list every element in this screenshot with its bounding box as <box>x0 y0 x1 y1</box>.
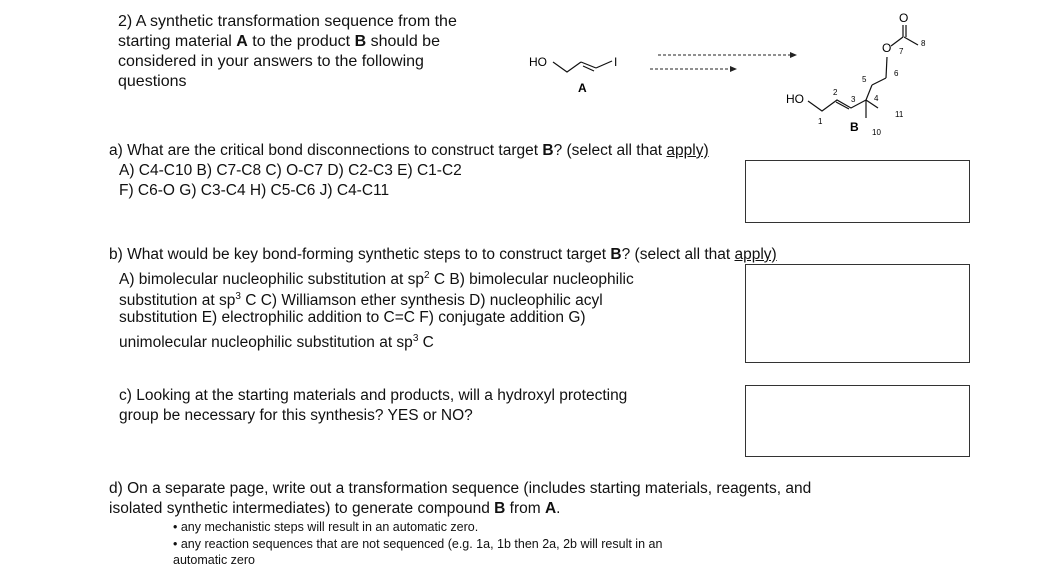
b-carbon-6: 6 <box>894 69 899 78</box>
question-d-start: A <box>544 500 557 517</box>
b-ether-o-label: O <box>882 41 892 55</box>
arrowhead-bottom <box>730 66 737 72</box>
question-b-options-2b: C C) Williamson ether synthesis D) nucleophilic acyl <box>240 292 603 310</box>
question-d-line-2-mid: from <box>505 500 545 517</box>
structure-a <box>529 55 617 95</box>
question-a-prompt-pre: a) What are the critical bond disconnections to construct target <box>109 142 543 159</box>
b-carbon-3: 3 <box>851 95 856 104</box>
question-a-apply: apply) <box>666 142 709 159</box>
b-c8-bond <box>904 37 918 45</box>
b-carbon-4: 4 <box>874 94 879 103</box>
question-b-target: B <box>610 246 622 263</box>
b-carbon-8: 8 <box>921 39 926 48</box>
intro-compound-a: A <box>236 33 248 50</box>
question-b-options-3: substitution E) electrophilic addition to C=C F) conjugate addition G) <box>119 309 586 326</box>
answer-box-a[interactable] <box>745 160 970 223</box>
reaction-scheme <box>0 0 1055 150</box>
question-b-options-1a: A) bimolecular nucleophilic substitution at sp <box>119 271 424 289</box>
b-o-c7-bond <box>891 37 903 46</box>
b-carbon-1: 1 <box>818 117 823 126</box>
question-a-options-2: F) C6-O G) C3-C4 H) C5-C6 J) C4-C11 <box>119 182 390 199</box>
question-b-options-2a: substitution at sp <box>119 292 236 310</box>
b-carbon-10: 10 <box>872 128 881 137</box>
b-c6-o-bond <box>886 57 887 78</box>
b-ho-label: HO <box>786 92 804 106</box>
b-c6-bond <box>872 78 886 85</box>
question-d-line-2-pre: isolated synthetic intermediates) to generate compound <box>109 500 495 517</box>
question-b-options-4b: C <box>418 334 434 352</box>
question-b-options-2-sup: 3 <box>235 291 241 302</box>
question-b-options-1-sup: 2 <box>424 270 430 281</box>
question-d-bullet-2: • any reaction sequences that are not sequenced (e.g. 1a, 1b then 2a, 2b will result in an <box>173 537 663 551</box>
a-chain-bond <box>553 62 581 72</box>
intro-line-3: considered in your answers to the following <box>118 53 424 70</box>
structure-b <box>786 11 926 137</box>
question-b-options-4-sup: 3 <box>412 333 419 344</box>
question-a-options-1: A) C4-C10 B) C7-C8 C) O-C7 D) C2-C3 E) C1-C2 <box>119 162 462 179</box>
b-compound-label: B <box>850 120 859 134</box>
a-vinyl-bond <box>596 61 612 68</box>
intro-line-2-post: should be <box>366 33 440 50</box>
b-c5-bond <box>866 85 872 100</box>
question-a-prompt <box>109 141 709 161</box>
question-d-line-1: d) On a separate page, write out a transformation sequence (includes starting materials, reagents, and <box>109 480 812 497</box>
a-compound-label: A <box>578 81 587 95</box>
question-a-target: B <box>542 142 554 159</box>
b-main-chain <box>808 100 866 111</box>
question-b-prompt <box>109 245 777 265</box>
b-carbon-2: 2 <box>833 88 838 97</box>
question-b-apply: apply) <box>734 246 777 263</box>
a-iodo-label: I <box>614 55 618 69</box>
question-b-options-4a: unimolecular nucleophilic substitution at sp <box>119 334 413 352</box>
question-d-bullet-2-cont: automatic zero <box>173 553 255 567</box>
question-d-line-2-post: . <box>556 500 561 517</box>
question-b-options-4 <box>119 329 434 353</box>
question-c-line-2: group be necessary for this synthesis? YES or NO? <box>119 407 473 424</box>
question-d-line-2 <box>109 499 560 519</box>
arrowhead-top <box>790 52 797 58</box>
a-ho-label: HO <box>529 55 547 69</box>
a-single-bond <box>581 62 596 68</box>
b-carbon-11: 11 <box>895 110 904 119</box>
answer-box-b[interactable] <box>745 264 970 363</box>
intro-line-2-pre: starting material <box>118 33 237 50</box>
question-c-line-1: c) Looking at the starting materials and products, will a hydroxyl protecting <box>119 387 628 404</box>
question-d-target: B <box>494 500 506 517</box>
b-carbonyl-o-label: O <box>899 11 909 25</box>
question-b-prompt-post: ? (select all that <box>621 246 735 263</box>
question-b-options-1b: C B) bimolecular nucleophilic <box>429 271 634 289</box>
question-a-prompt-post: ? (select all that <box>553 142 667 159</box>
transformation-arrow <box>650 52 797 72</box>
b-carbon-5: 5 <box>862 75 867 84</box>
intro-line-1: 2) A synthetic transformation sequence from the <box>118 13 457 30</box>
question-b-prompt-pre: b) What would be key bond-forming synthetic steps to to construct target <box>109 246 611 263</box>
intro-line-4: questions <box>118 73 187 90</box>
intro-line-2-mid: to the product <box>247 33 355 50</box>
intro-compound-b: B <box>354 33 367 50</box>
b-carbon-7: 7 <box>899 47 904 56</box>
question-d-bullet-1: • any mechanistic steps will result in an automatic zero. <box>173 520 479 534</box>
answer-box-c[interactable] <box>745 385 970 457</box>
